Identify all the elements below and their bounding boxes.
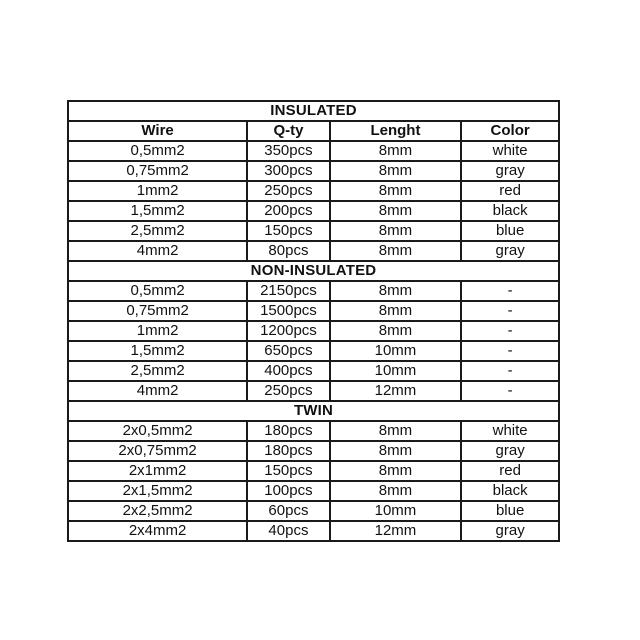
table-row: [68, 441, 559, 461]
section-title: INSULATED: [68, 101, 559, 121]
cell-color: red: [461, 461, 559, 481]
cell-color: gray: [461, 241, 559, 261]
table-row: [68, 241, 559, 261]
cell-wire: 2x2,5mm2: [68, 501, 247, 521]
section-header-row: [68, 401, 559, 421]
table-row: [68, 361, 559, 381]
cell-wire: 2x1mm2: [68, 461, 247, 481]
table-row: [68, 301, 559, 321]
cell-qty: 180pcs: [247, 441, 329, 461]
column-header-qty: Q-ty: [247, 121, 329, 141]
cell-wire: 1mm2: [68, 181, 247, 201]
column-header-length: Lenght: [330, 121, 462, 141]
cell-length: 10mm: [330, 341, 462, 361]
column-header-color: Color: [461, 121, 559, 141]
cell-wire: 0,75mm2: [68, 161, 247, 181]
cell-color: red: [461, 181, 559, 201]
cell-length: 12mm: [330, 381, 462, 401]
cell-length: 8mm: [330, 481, 462, 501]
cell-color: -: [461, 281, 559, 301]
cell-wire: 2x0,5mm2: [68, 421, 247, 441]
column-header-row: [68, 121, 559, 141]
cell-qty: 180pcs: [247, 421, 329, 441]
cell-wire: 4mm2: [68, 381, 247, 401]
cell-length: 10mm: [330, 501, 462, 521]
column-header-wire: Wire: [68, 121, 247, 141]
cell-color: gray: [461, 161, 559, 181]
wire-spec-table: [67, 100, 560, 542]
cell-wire: 2,5mm2: [68, 361, 247, 381]
table-row: [68, 321, 559, 341]
cell-length: 12mm: [330, 521, 462, 541]
section-title: NON-INSULATED: [68, 261, 559, 281]
cell-length: 8mm: [330, 161, 462, 181]
cell-qty: 150pcs: [247, 221, 329, 241]
table-row: [68, 521, 559, 541]
cell-qty: 300pcs: [247, 161, 329, 181]
cell-length: 8mm: [330, 201, 462, 221]
table-row: [68, 221, 559, 241]
cell-qty: 100pcs: [247, 481, 329, 501]
cell-color: -: [461, 321, 559, 341]
table-row: [68, 181, 559, 201]
cell-length: 8mm: [330, 321, 462, 341]
table-row: [68, 341, 559, 361]
cell-color: gray: [461, 441, 559, 461]
cell-color: -: [461, 361, 559, 381]
cell-qty: 60pcs: [247, 501, 329, 521]
cell-length: 8mm: [330, 301, 462, 321]
cell-color: black: [461, 201, 559, 221]
cell-qty: 650pcs: [247, 341, 329, 361]
cell-wire: 2x1,5mm2: [68, 481, 247, 501]
cell-color: gray: [461, 521, 559, 541]
cell-qty: 400pcs: [247, 361, 329, 381]
cell-wire: 0,5mm2: [68, 141, 247, 161]
cell-qty: 2150pcs: [247, 281, 329, 301]
table-row: [68, 461, 559, 481]
cell-length: 8mm: [330, 461, 462, 481]
cell-color: white: [461, 421, 559, 441]
table-row: [68, 201, 559, 221]
cell-wire: 2x4mm2: [68, 521, 247, 541]
table-row: [68, 481, 559, 501]
cell-qty: 80pcs: [247, 241, 329, 261]
cell-color: blue: [461, 501, 559, 521]
section-title: TWIN: [68, 401, 559, 421]
table-row: [68, 161, 559, 181]
table-row: [68, 421, 559, 441]
cell-qty: 250pcs: [247, 181, 329, 201]
cell-qty: 1500pcs: [247, 301, 329, 321]
cell-length: 10mm: [330, 361, 462, 381]
cell-color: -: [461, 301, 559, 321]
cell-length: 8mm: [330, 141, 462, 161]
cell-color: -: [461, 381, 559, 401]
cell-color: -: [461, 341, 559, 361]
cell-length: 8mm: [330, 221, 462, 241]
cell-qty: 250pcs: [247, 381, 329, 401]
cell-wire: 1mm2: [68, 321, 247, 341]
cell-color: black: [461, 481, 559, 501]
cell-qty: 200pcs: [247, 201, 329, 221]
table-row: [68, 381, 559, 401]
cell-length: 8mm: [330, 181, 462, 201]
table-row: [68, 141, 559, 161]
cell-color: white: [461, 141, 559, 161]
cell-length: 8mm: [330, 281, 462, 301]
cell-length: 8mm: [330, 241, 462, 261]
section-header-row: [68, 101, 559, 121]
cell-qty: 1200pcs: [247, 321, 329, 341]
table-row: [68, 281, 559, 301]
cell-length: 8mm: [330, 441, 462, 461]
section-header-row: [68, 261, 559, 281]
wire-spec-table-body: [68, 101, 559, 541]
cell-wire: 0,5mm2: [68, 281, 247, 301]
cell-wire: 2x0,75mm2: [68, 441, 247, 461]
cell-qty: 150pcs: [247, 461, 329, 481]
cell-wire: 1,5mm2: [68, 201, 247, 221]
table-row: [68, 501, 559, 521]
cell-wire: 1,5mm2: [68, 341, 247, 361]
cell-wire: 0,75mm2: [68, 301, 247, 321]
cell-color: blue: [461, 221, 559, 241]
cell-qty: 40pcs: [247, 521, 329, 541]
cell-wire: 4mm2: [68, 241, 247, 261]
cell-length: 8mm: [330, 421, 462, 441]
cell-qty: 350pcs: [247, 141, 329, 161]
cell-wire: 2,5mm2: [68, 221, 247, 241]
